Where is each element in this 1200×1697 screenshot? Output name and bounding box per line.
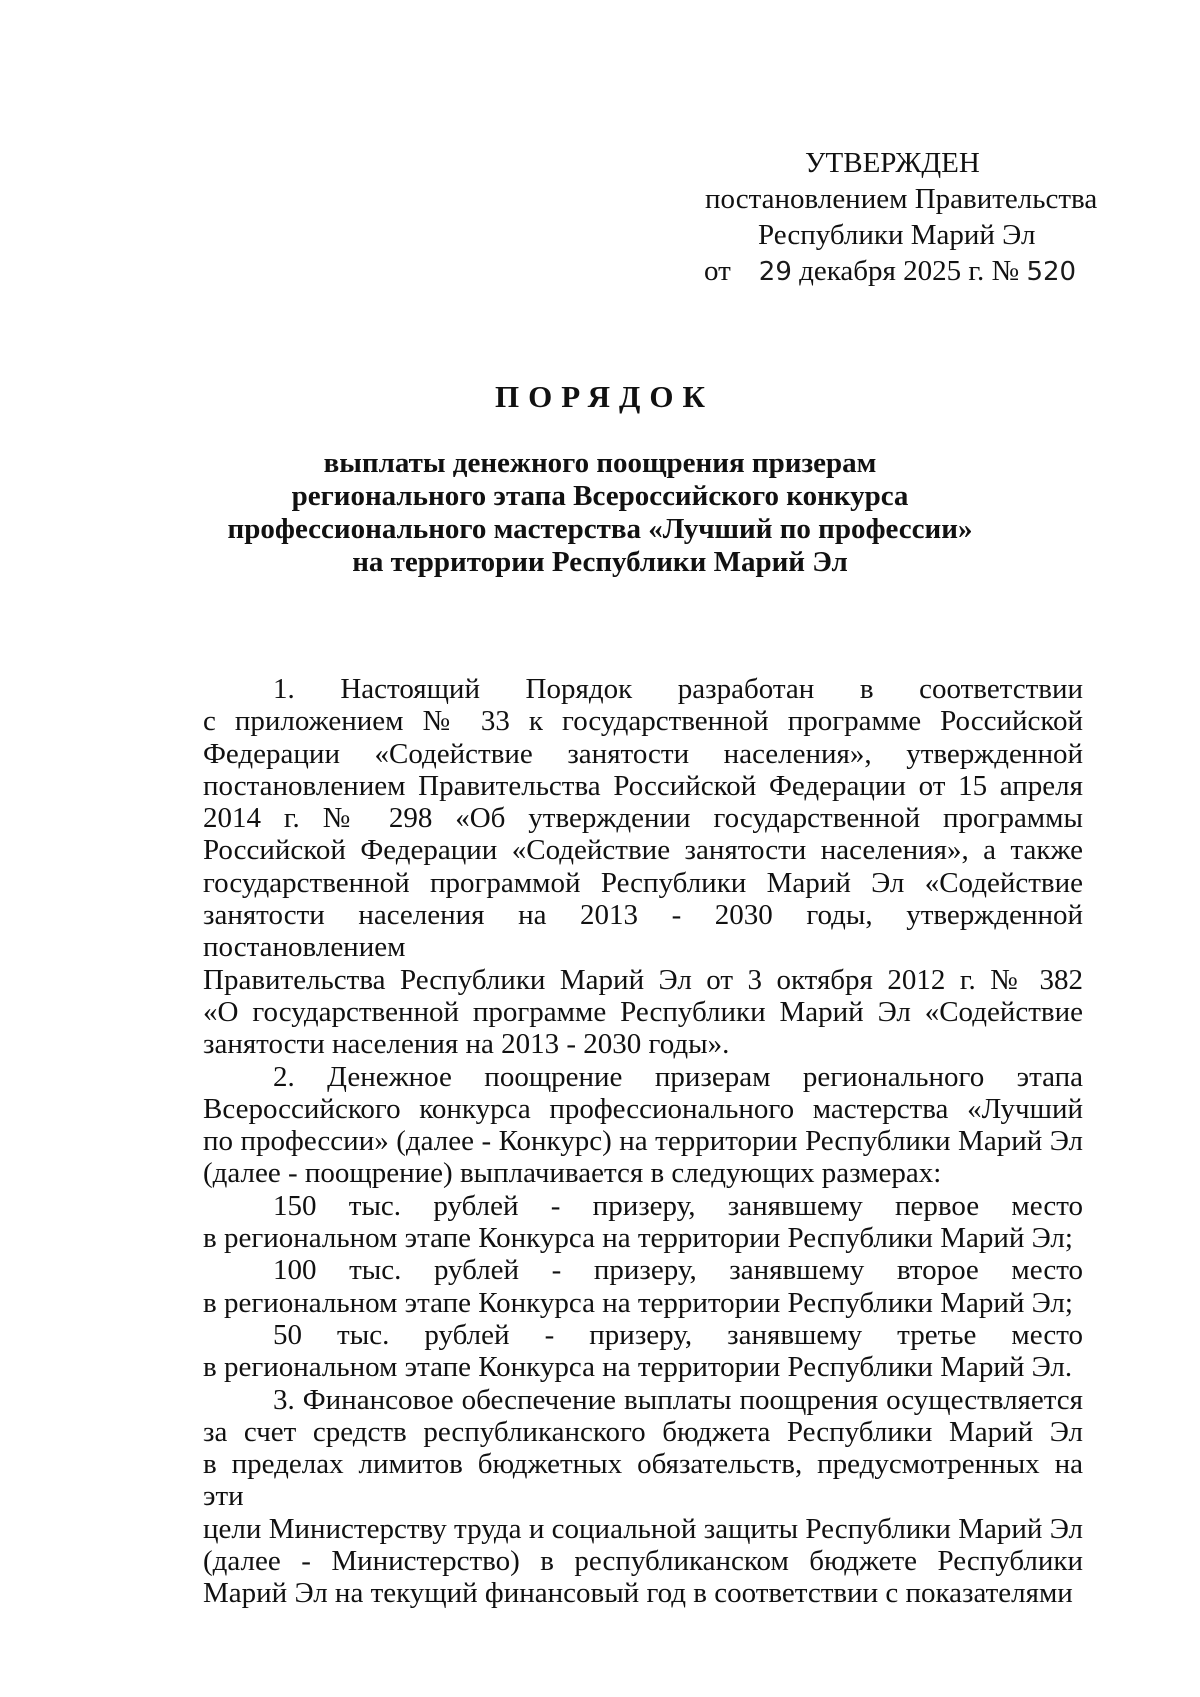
paragraph-line: Правительства Республики Марий Эл от 3 октября 2012 г. № 382 <box>203 963 1083 996</box>
body-paragraph <box>203 1384 1083 1610</box>
approval-number: 520 <box>1026 257 1077 287</box>
subtitle-line: профессионального мастерства «Лучший по профессии» <box>227 513 973 545</box>
body-paragraph <box>203 673 1083 1061</box>
paragraph-line: в региональном этапе Конкурса на территории Республики Марий Эл. <box>203 1351 1073 1384</box>
subtitle-line: выплаты денежного поощрения призерам <box>323 447 877 479</box>
document-title: ПОРЯДОК <box>495 379 714 414</box>
paragraph-line: в пределах лимитов бюджетных обязательств, предусмотренных на эти <box>203 1448 1083 1513</box>
approval-authority: постановлением Правительства <box>705 183 1098 215</box>
paragraph-line: занятости населения на 2013 - 2030 годы, утвержденной постановлением <box>203 899 1083 964</box>
paragraph-line: 2. Денежное поощрение призерам регионального этапа <box>273 1060 1083 1093</box>
paragraph-line: за счет средств республиканского бюджета Республики Марий Эл <box>203 1415 1083 1448</box>
subtitle-line: на территории Республики Марий Эл <box>352 546 848 578</box>
paragraph-line: 2014 г. № 298 «Об утверждении государственной программы <box>203 802 1083 835</box>
body-paragraph <box>203 1190 1083 1255</box>
approval-region: Республики Марий Эл <box>758 219 1036 251</box>
paragraph-line: (далее - Министерство) в республиканском бюджете Республики <box>203 1545 1083 1578</box>
approval-date-rest: декабря 2025 г. № <box>799 255 1020 287</box>
body-paragraph <box>203 1254 1083 1319</box>
paragraph-line: 100 тыс. рублей - призеру, занявшему второе место <box>273 1254 1083 1287</box>
paragraph-line: с приложением № 33 к государственной программе Российской <box>203 705 1083 738</box>
paragraph-line: Всероссийского конкурса профессионального мастерства «Лучший <box>203 1092 1083 1125</box>
approval-heading: УТВЕРЖДЕН <box>805 147 980 179</box>
paragraph-line: 50 тыс. рублей - призеру, занявшему третье место <box>273 1318 1083 1351</box>
paragraph-line: цели Министерству труда и социальной защиты Республики Марий Эл <box>203 1512 1083 1545</box>
paragraph-line: «О государственной программе Республики Марий Эл «Содействие <box>203 995 1083 1028</box>
paragraph-line: 3. Финансовое обеспечение выплаты поощрения осуществляется <box>273 1383 1083 1416</box>
paragraph-line: государственной программой Республики Марий Эл «Содействие <box>203 866 1083 899</box>
paragraph-line: Федерации «Содействие занятости населения», утвержденной <box>203 737 1083 770</box>
paragraph-line: в региональном этапе Конкурса на территории Республики Марий Эл; <box>203 1286 1073 1319</box>
approval-date-day: 29 <box>758 257 792 287</box>
approval-date-line <box>704 253 1076 290</box>
paragraph-line: 1. Настоящий Порядок разработан в соответствии <box>273 673 1083 705</box>
document-subtitle <box>0 447 1200 579</box>
body-paragraph <box>203 1319 1083 1384</box>
paragraph-line: Российской Федерации «Содействие занятости населения», а также <box>203 834 1083 867</box>
paragraph-line: (далее - поощрение) выплачивается в следующих размерах: <box>203 1157 942 1190</box>
paragraph-line: 150 тыс. рублей - призеру, занявшему первое место <box>273 1189 1083 1222</box>
subtitle-line: регионального этапа Всероссийского конкурса <box>291 480 909 512</box>
paragraph-line: в региональном этапе Конкурса на территории Республики Марий Эл; <box>203 1222 1073 1255</box>
body-paragraph <box>203 1061 1083 1190</box>
document-body <box>203 673 1083 1610</box>
paragraph-line: занятости населения на 2013 - 2030 годы». <box>203 1028 730 1061</box>
paragraph-line: постановлением Правительства Российской Федерации от 15 апреля <box>203 769 1083 802</box>
paragraph-line: Марий Эл на текущий финансовый год в соответствии с показателями <box>203 1577 1073 1610</box>
approval-from-label: от <box>704 255 731 287</box>
paragraph-line: по профессии» (далее - Конкурс) на территории Республики Марий Эл <box>203 1125 1083 1158</box>
